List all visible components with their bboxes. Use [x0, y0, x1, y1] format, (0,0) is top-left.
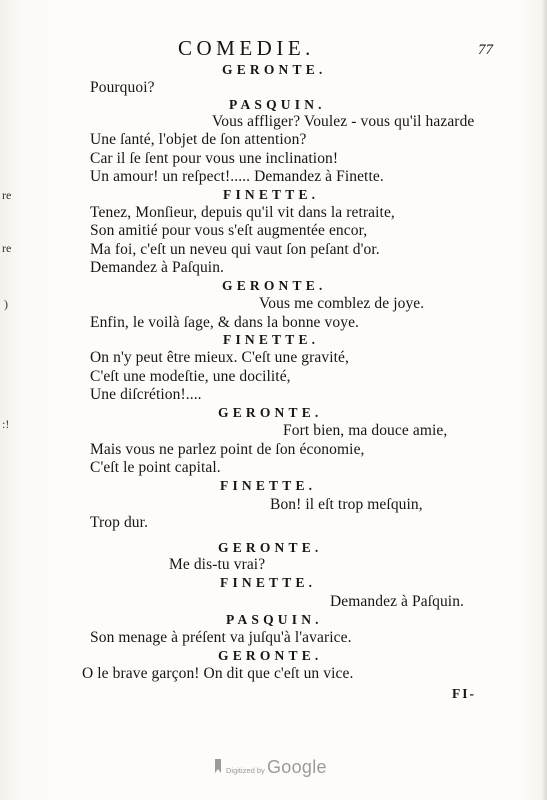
verse-line: Tenez, Monſieur, depuis qu'il vit dans la retraite, — [90, 204, 395, 221]
margin-mark: ) — [4, 297, 8, 311]
verse-line: C'eſt une modeſtie, une docilité, — [90, 368, 291, 385]
verse-line: Vous me comblez de joye. — [259, 295, 425, 312]
verse-line: C'eſt le point capital. — [90, 459, 221, 476]
verse-line: Car il ſe ſent pour vous une inclination! — [90, 150, 339, 167]
verse-line: Son menage à préſent va juſqu'à l'avarice. — [90, 629, 352, 646]
speaker-name: FINETTE. — [220, 478, 317, 493]
verse-line: Son amitié pour vous s'eſt augmentée encor, — [90, 222, 368, 239]
verse-line: Enfin, le voilà ſage, & dans la bonne voye. — [90, 314, 360, 331]
speaker-name: FINETTE. — [223, 187, 320, 202]
page-edge-shadow — [541, 0, 547, 800]
verse-line: O le brave garçon! On dit que c'eſt un vice. — [82, 665, 354, 682]
verse-line: Trop dur. — [90, 514, 149, 531]
speaker-name: GERONTE. — [218, 540, 323, 555]
verse-line: Mais vous ne parlez point de ſon économie, — [90, 441, 365, 458]
speaker-name: GERONTE. — [218, 648, 323, 663]
speaker-name: GERONTE. — [218, 405, 323, 420]
speaker-name: GERONTE. — [222, 62, 327, 77]
verse-line: Bon! il eſt trop meſquin, — [270, 496, 423, 513]
verse-line: On n'y peut être mieux. C'eſt une gravité, — [90, 349, 350, 366]
verse-line: Vous affliger? Voulez - vous qu'il hazarde — [212, 113, 475, 130]
watermark-digitized-by: Digitized by — [226, 766, 265, 775]
speaker-name: FINETTE. — [223, 332, 320, 347]
catchword: FI- — [452, 686, 476, 701]
verse-line: Une ſanté, l'objet de ſon attention? — [90, 131, 307, 148]
watermark-brand: Google — [267, 757, 327, 777]
verse-line: Demandez à Paſquin. — [90, 259, 225, 276]
verse-line: Demandez à Paſquin. — [330, 593, 465, 610]
speaker-name: GERONTE. — [222, 278, 327, 293]
page-number: 77 — [478, 42, 493, 58]
running-title: COMEDIE. — [178, 36, 315, 60]
verse-line: Ma foi, c'eſt un neveu qui vaut ſon peſant d'or. — [90, 241, 380, 258]
speaker-name: PASQUIN. — [226, 612, 323, 627]
speaker-name: PASQUIN. — [229, 97, 326, 112]
verse-line: Un amour! un reſpect!..... Demandez à Finette. — [90, 168, 384, 185]
margin-mark: re — [2, 241, 12, 255]
speaker-name: FINETTE. — [220, 575, 317, 590]
verse-line: Une diſcrétion!.... — [90, 386, 202, 403]
verse-line: Me dis-tu vrai? — [169, 556, 266, 573]
margin-mark: :! — [2, 417, 10, 431]
bookmark-icon — [214, 758, 222, 774]
verse-line: Pourquoi? — [90, 79, 155, 96]
margin-mark: re — [2, 188, 12, 202]
verse-line: Fort bien, ma douce amie, — [283, 422, 448, 439]
